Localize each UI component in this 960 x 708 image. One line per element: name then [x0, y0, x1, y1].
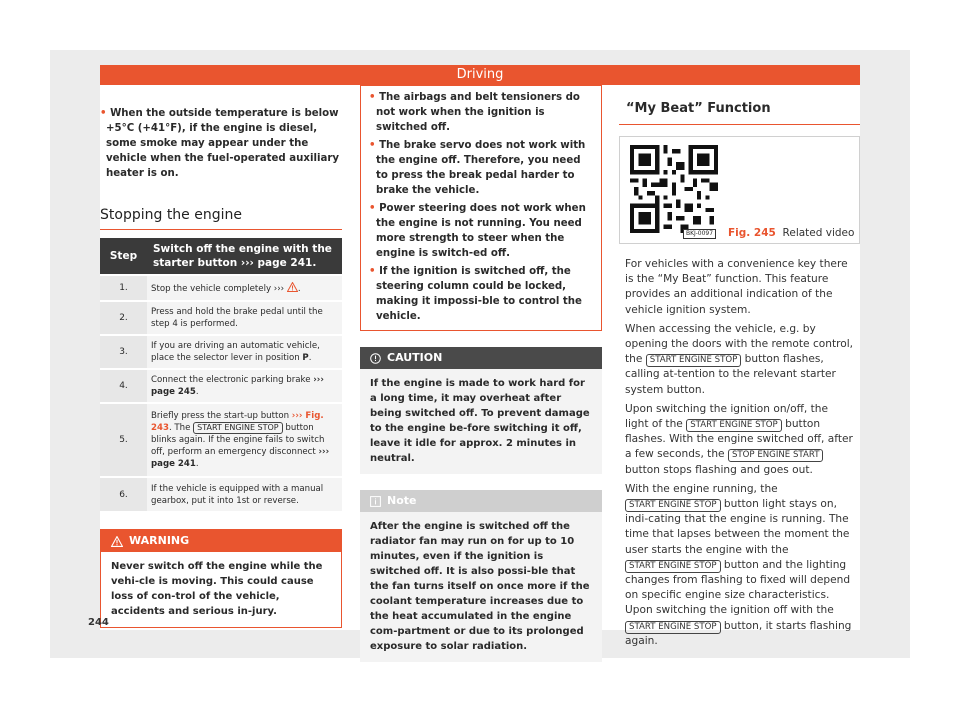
- list-item: • If the ignition is switched off, the steering column could be locked, making it impossi-ble to control the vehicle.: [369, 266, 582, 322]
- note-icon: [370, 496, 381, 507]
- note-body: After the engine is switched off the radiator fan may run on for up to 10 minutes, even if the ignition is switched off. It is also possi-ble that the fan turns itself on once more if the coolant temperature increases due to the heat accumulated in the engine com-partment or due to its prolonged exposure to solar radiation.: [360, 512, 602, 662]
- figure: [619, 136, 860, 244]
- figure-link[interactable]: ››› Fig. 243: [151, 411, 324, 433]
- column-1: [100, 85, 342, 628]
- caution-body: If the engine is made to work hard for a long time, it may overheat after being switched off. To prevent damage to the engine be-fore switching it off, leave it idle for approx. 2 minutes in neutral.: [360, 369, 602, 474]
- note-box: [360, 490, 602, 662]
- page-link[interactable]: ››› page 245: [151, 375, 324, 397]
- table-row: 1. Stop the vehicle completely ››› .: [100, 275, 342, 301]
- start-stop-key-label: START ENGINE STOP: [646, 354, 742, 367]
- section-title: “My Beat” Function: [619, 85, 860, 125]
- start-stop-key-label: START ENGINE STOP: [625, 621, 721, 634]
- chapter-header: Driving: [100, 65, 860, 85]
- paragraph: With the engine running, the START ENGINE STOP button light stays on, indi-cating that the engine is running. The time that lapses between the moment the user starts the engine with the START ENGINE STOP button and the lighting changes from flashing to fixed will depend on specific engine size characteristics. Upon switching the ignition off with the START ENGINE STOP button, it starts flashing again.: [625, 482, 852, 647]
- table-row: 6. If the vehicle is equipped with a manual gearbox, put it into 1st or reverse.: [100, 477, 342, 511]
- warning-body: Never switch off the engine while the vehi-cle is moving. This could cause loss of con-trol of the vehicle, accidents and serious in-jury.: [111, 561, 323, 617]
- start-stop-key-label: STOP ENGINE START: [728, 449, 824, 462]
- figure-label: Fig. 245: [728, 227, 776, 239]
- start-stop-key-label: START ENGINE STOP: [625, 499, 721, 512]
- steps-table: [100, 238, 342, 511]
- bullet-icon: •: [100, 108, 111, 119]
- page-number: 244: [88, 617, 109, 628]
- table-row: 3. If you are driving an automatic vehicle, place the selector lever in position P.: [100, 335, 342, 369]
- bullet-list-box: [360, 85, 602, 331]
- section-title: Stopping the engine: [100, 207, 342, 230]
- table-header-step: Step: [100, 238, 147, 275]
- info-circle-icon: [370, 353, 381, 364]
- table-row: 5. Briefly press the start-up button ››› Fig. 243. The START ENGINE STOP button blinks again. If the engine fails to switch off, perform an emergency disconnect ››› page 241.: [100, 403, 342, 477]
- warning-triangle-icon: [111, 536, 123, 547]
- column-3: [619, 85, 860, 649]
- warning-triangle-icon: [287, 282, 298, 292]
- start-stop-key-label: START ENGINE STOP: [686, 419, 782, 432]
- page-link[interactable]: ››› page 241: [151, 447, 330, 469]
- table-header-desc: Switch off the engine with the starter button ››› page 241.: [147, 238, 342, 275]
- table-row: 4. Connect the electronic parking brake ››› page 245.: [100, 369, 342, 403]
- note-title: Note: [387, 494, 417, 507]
- table-row: 2. Press and hold the brake pedal until the step 4 is performed.: [100, 301, 342, 335]
- list-item: • The brake servo does not work with the engine off. Therefore, you need to press the break pedal harder to brake the vehicle.: [369, 140, 586, 196]
- list-item: • Power steering does not work when the engine is not running. You need more strength to steer when the engine is switch-ed off.: [369, 203, 586, 259]
- figure-caption: Fig. 245 Related video: [728, 227, 855, 239]
- qr-code-icon[interactable]: [630, 145, 718, 233]
- paragraph: When accessing the vehicle, e.g. by opening the doors with the remote control, the START ENGINE STOP button flashes, calling at-tention to the relevant starter system button.: [625, 322, 854, 396]
- caution-title: CAUTION: [387, 351, 443, 364]
- page-content: [100, 85, 860, 652]
- warning-box: [100, 529, 342, 628]
- list-item: • The airbags and belt tensioners do not work when the ignition is switched off.: [369, 92, 580, 133]
- body-text: [619, 257, 860, 649]
- warning-title: WARNING: [129, 534, 190, 547]
- start-stop-key-label: START ENGINE STOP: [193, 422, 283, 434]
- start-stop-key-label: START ENGINE STOP: [625, 560, 721, 573]
- paragraph: Upon switching the ignition on/off, the light of the START ENGINE STOP button flashes. With the engine switched off, after a few seconds, the STOP ENGINE START button stops flashing and goes out.: [625, 402, 853, 476]
- qr-code-id: BKJ-0097: [683, 229, 716, 239]
- caution-box: [360, 347, 602, 474]
- column-2: [360, 85, 602, 662]
- intro-bullet: • When the outside temperature is below +5°C (+41°F), if the engine is diesel, some smoke may appear under the vehicle when the fuel-operated auxiliary heater is on.: [100, 108, 339, 179]
- paragraph: For vehicles with a convenience key there is the “My Beat” function. This feature provides an additional indication of the vehicle ignition system.: [625, 258, 848, 316]
